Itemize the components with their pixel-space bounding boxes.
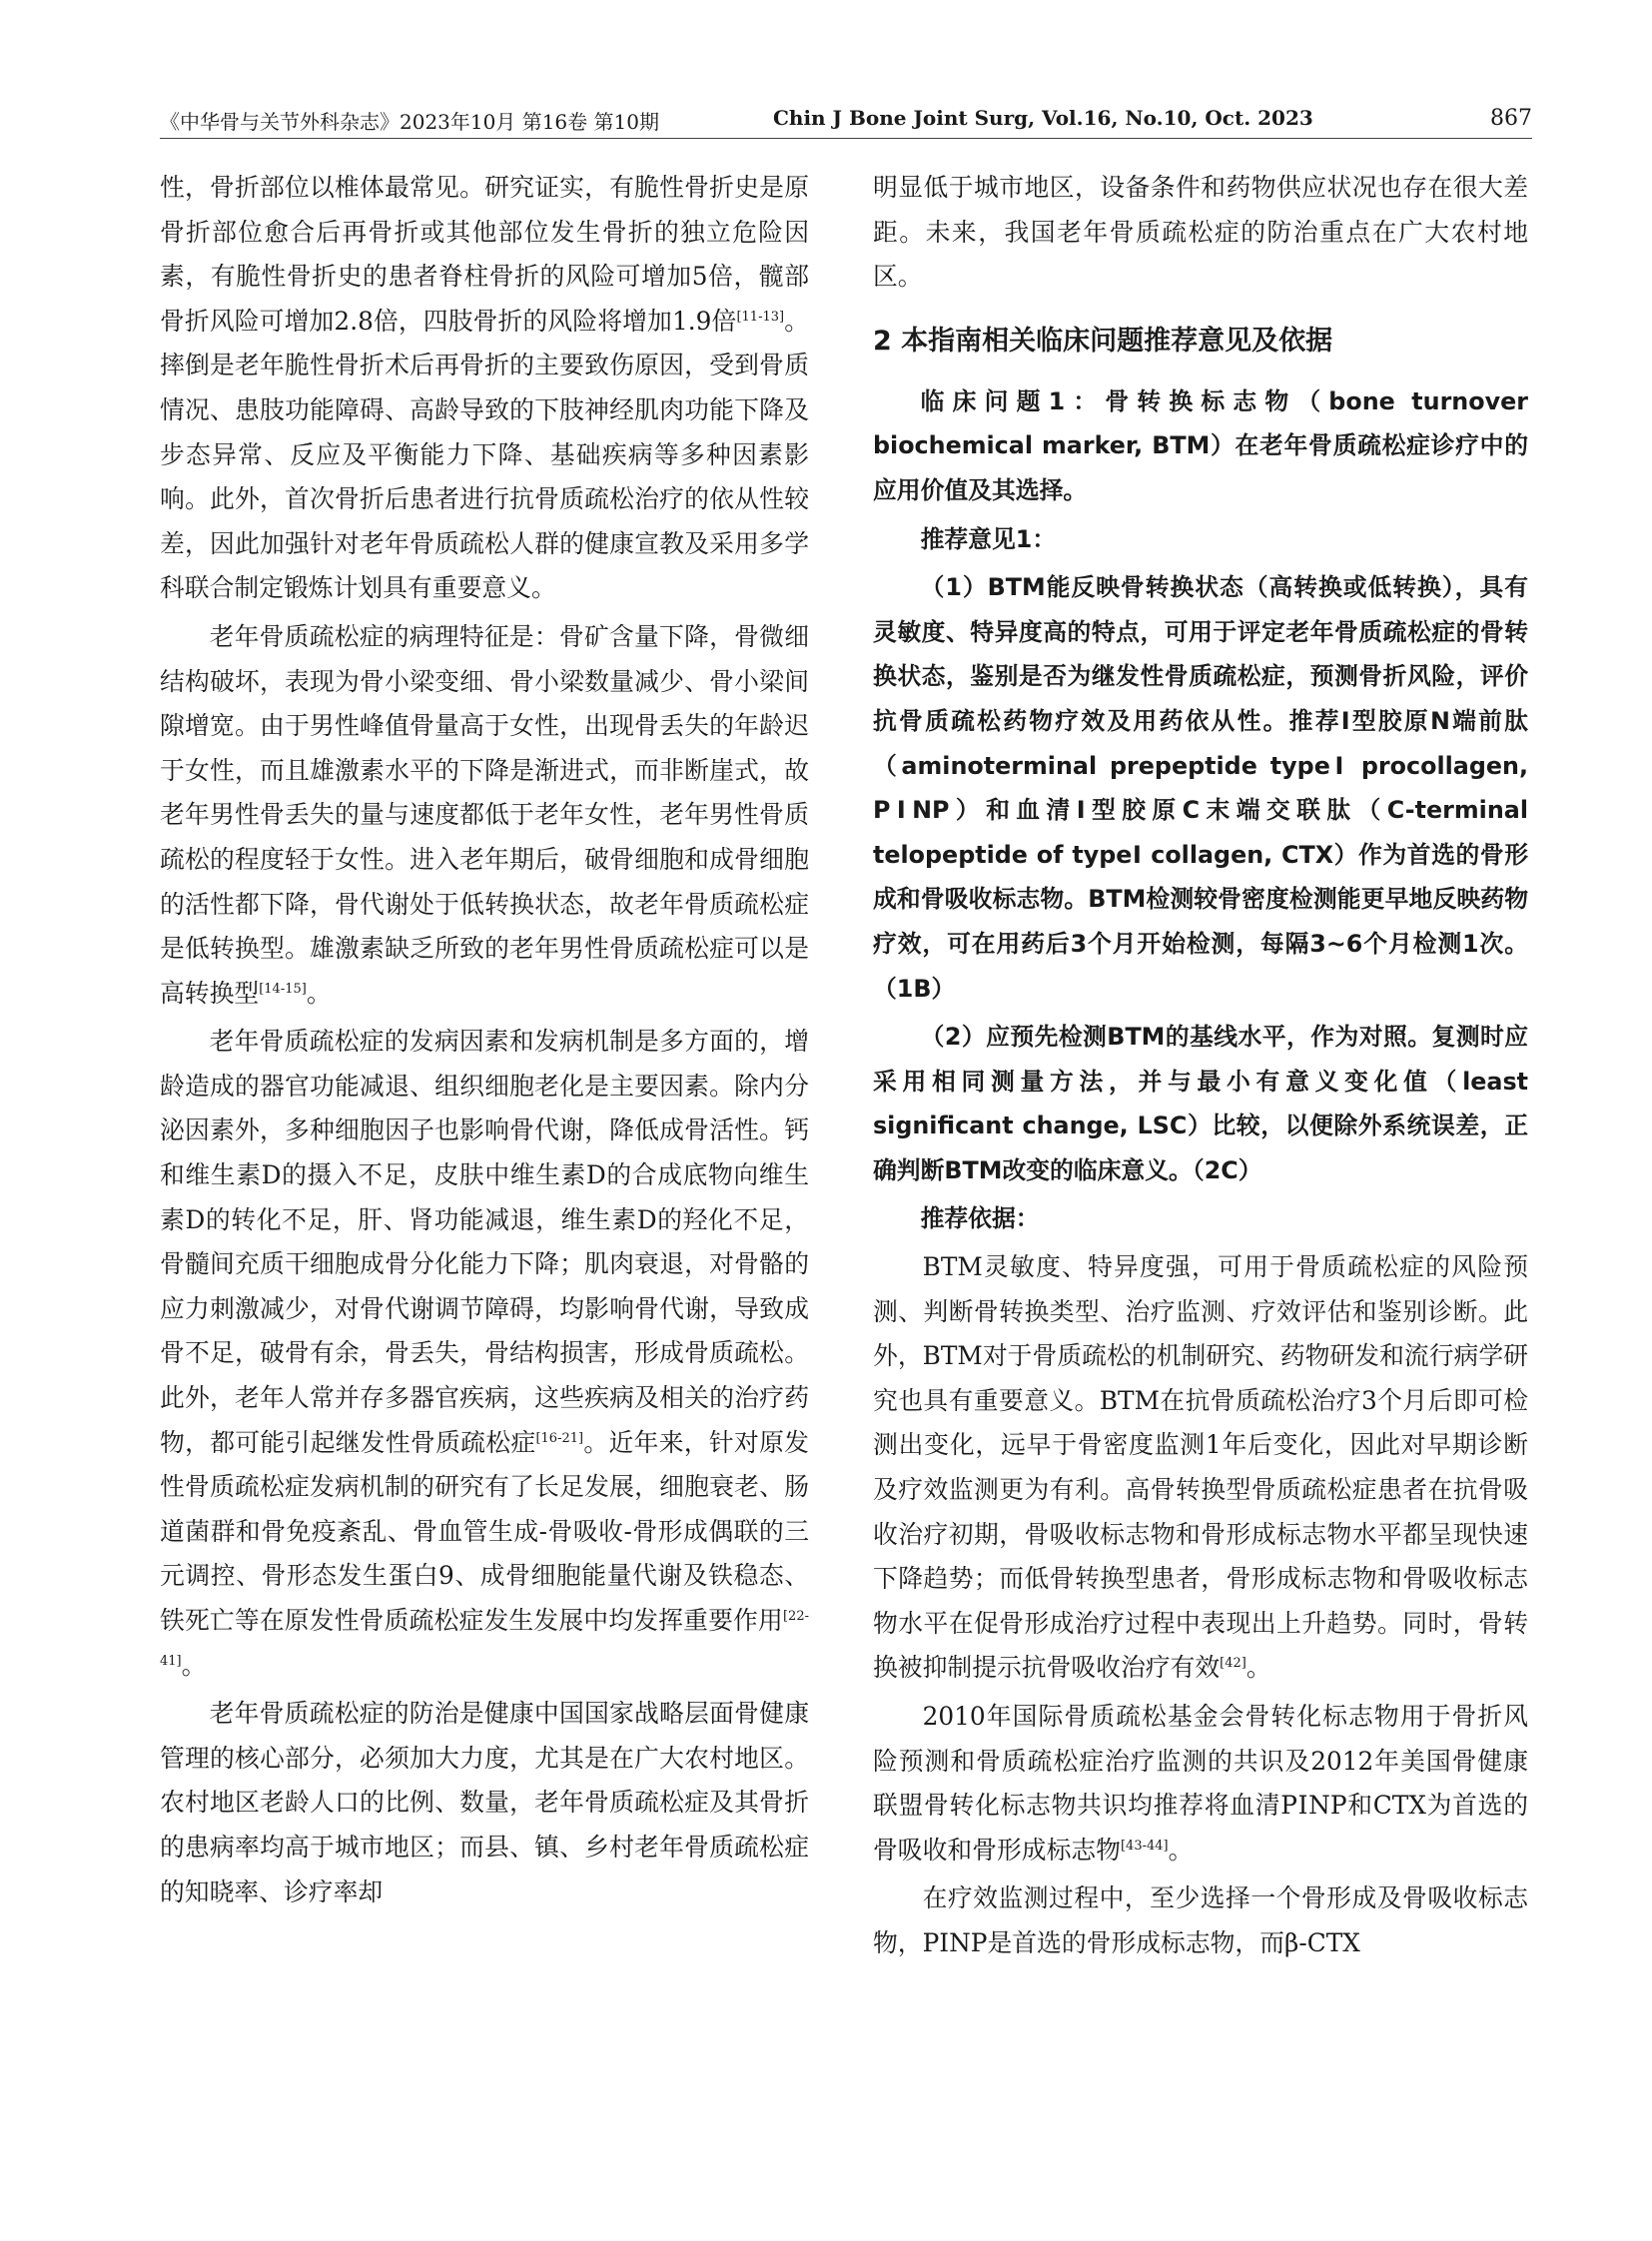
recommendation-2: （2）应预先检测BTM的基线水平，作为对照。复测时应采用相同测量方法，并与最小有意义变化值（least significant change, LSC）比较，以便除外系统误差，正确判断BTM改变的临床意义。（2C） [873, 1023, 1528, 1184]
citation[interactable]: [22-41] [160, 1609, 809, 1669]
journal-title-cn: 《中华骨与关节外科杂志》2023年10月 第16卷 第10期 [160, 110, 659, 134]
paragraph: BTM灵敏度、特异度强，可用于骨质疏松症的风险预测、判断骨转换类型、治疗监测、疗效评估和鉴别诊断。此外，BTM对于骨质疏松的机制研究、药物研发和流行病学研究也具有重要意义。BTM在抗骨质疏松治疗3个月后即可检测出变化，远早于骨密度监测1年后变化，因此对早期诊断及疗效监测更为有利。高骨转换型骨质疏松症患者在抗骨吸收治疗初期，骨吸收标志物和骨形成标志物水平都呈现快速下降趋势；而低骨转换型患者，骨形成标志物和骨吸收标志物水平在促骨形成治疗过程中表现出上升趋势。同时，骨转换被抑制提示抗骨吸收治疗有效[42]。 [873, 1252, 1528, 1683]
citation[interactable]: [11-13] [736, 309, 785, 325]
paragraph: 明显低于城市地区，设备条件和药物供应状况也存在很大差距。未来，我国老年骨质疏松症的防治重点在广大农村地区。 [873, 173, 1528, 292]
recommendation-1: （1）BTM能反映骨转换状态（高转换或低转换），具有灵敏度、特异度高的特点，可用于评定老年骨质疏松症的骨转换状态，鉴别是否为继发性骨质疏松症，预测骨折风险，评价抗骨质疏松药物疗效及用药依从性。推荐Ⅰ型胶原N端前肽（aminoterminal prepeptide typeⅠ procollagen, PⅠNP）和血清Ⅰ型胶原C末端交联肽（C-terminal telopeptide of typeⅠ collagen, CTX）作为首选的骨形成和骨吸收标志物。BTM检测较骨密度检测能更早地反映药物疗效，可在用药后3个月开始检测，每隔3~6个月检测1次。（1B） [873, 573, 1528, 1003]
citation[interactable]: [16-21] [535, 1430, 584, 1446]
section-heading: 2 本指南相关临床问题推荐意见及依据 [873, 325, 1333, 357]
recommendation-label: 推荐意见1： [920, 524, 1057, 553]
paragraph: 在疗效监测过程中，至少选择一个骨形成及骨吸收标志物，PⅠNP是首选的骨形成标志物，而β-CTX [873, 1883, 1528, 1957]
paragraph: 老年骨质疏松症的发病因素和发病机制是多方面的，增龄造成的器官功能减退、组织细胞老化是主要因素。除内分泌因素外，多种细胞因子也影响骨代谢，降低成骨活性。钙和维生素D的摄入不足，皮肤中维生素D的合成底物向维生素D的转化不足，肝、肾功能减退，维生素D的羟化不足，骨髓间充质干细胞成骨分化能力下降；肌肉衰退，对骨骼的应力刺激减少，对骨代谢调节障碍，均影响骨代谢，导致成骨不足，破骨有余，骨丢失，骨结构损害，形成骨质疏松。此外，老年人常并存多器官疾病，这些疾病及相关的治疗药物，都可能引起继发性骨质疏松症[16-21]。近年来，针对原发性骨质疏松症发病机制的研究有了长足发展，细胞衰老、肠道菌群和骨免疫紊乱、骨血管生成-骨吸收-骨形成偶联的三元调控、骨形态发生蛋白9、成骨细胞能量代谢及铁稳态、铁死亡等在原发性骨质疏松症发生发展中均发挥重要作用[22-41]。 [160, 1027, 809, 1680]
citation[interactable]: [42] [1220, 1656, 1246, 1672]
citation[interactable]: [14-15] [259, 981, 307, 997]
clinical-question: 临床问题1：骨转换标志物（bone turnover biochemical marker, BTM）在老年骨质疏松症诊疗中的应用价值及其选择。 [873, 386, 1528, 504]
right-column [873, 166, 1528, 1966]
running-header [160, 102, 1532, 139]
citation[interactable]: [43-44] [1120, 1838, 1169, 1854]
basis-label: 推荐依据： [920, 1204, 1040, 1233]
paragraph: 老年骨质疏松症的防治是健康中国国家战略层面骨健康管理的核心部分，必须加大力度，尤其是在广大农村地区。农村地区老龄人口的比例、数量，老年骨质疏松症及其骨折的患病率均高于城市地区；而县、镇、乡村老年骨质疏松症的知晓率、诊疗率却 [160, 1699, 809, 1906]
paragraph: 老年骨质疏松症的病理特征是：骨矿含量下降，骨微细结构破坏，表现为骨小梁变细、骨小梁数量减少、骨小梁间隙增宽。由于男性峰值骨量高于女性，出现骨丢失的年龄迟于女性，而且雄激素水平的下降是渐进式，而非断崖式，故老年男性骨丢失的量与速度都低于老年女性，老年男性骨质疏松的程度轻于女性。进入老年期后，破骨细胞和成骨细胞的活性都下降，骨代谢处于低转换状态，故老年骨质疏松症是低转换型。雄激素缺乏所致的老年男性骨质疏松症可以是高转换型[14-15]。 [160, 621, 809, 1008]
paragraph: 性，骨折部位以椎体最常见。研究证实，有脆性骨折史是原骨折部位愈合后再骨折或其他部位发生骨折的独立危险因素，有脆性骨折史的患者脊柱骨折的风险可增加5倍，髋部骨折风险可增加2.8倍，四肢骨折的风险将增加1.9倍[11-13]。摔倒是老年脆性骨折术后再骨折的主要致伤原因，受到骨质情况、患肢功能障碍、高龄导致的下肢神经肌肉功能下降及步态异常、反应及平衡能力下降、基础疾病等多种因素影响。此外，首次骨折后患者进行抗骨质疏松治疗的依从性较差，因此加强针对老年骨质疏松人群的健康宣教及采用多学科联合制定锻炼计划具有重要意义。 [160, 173, 809, 603]
left-column [160, 166, 809, 1914]
journal-title-en: Chin J Bone Joint Surg, Vol.16, No.10, Oct. 2023 [773, 106, 1313, 130]
page-number: 867 [1490, 106, 1532, 131]
paragraph: 2010年国际骨质疏松基金会骨转化标志物用于骨折风险预测和骨质疏松症治疗监测的共识及2012年美国骨健康联盟骨转化标志物共识均推荐将血清PⅠNP和CTX为首选的骨吸收和骨形成标志物[43-44]。 [873, 1702, 1528, 1865]
